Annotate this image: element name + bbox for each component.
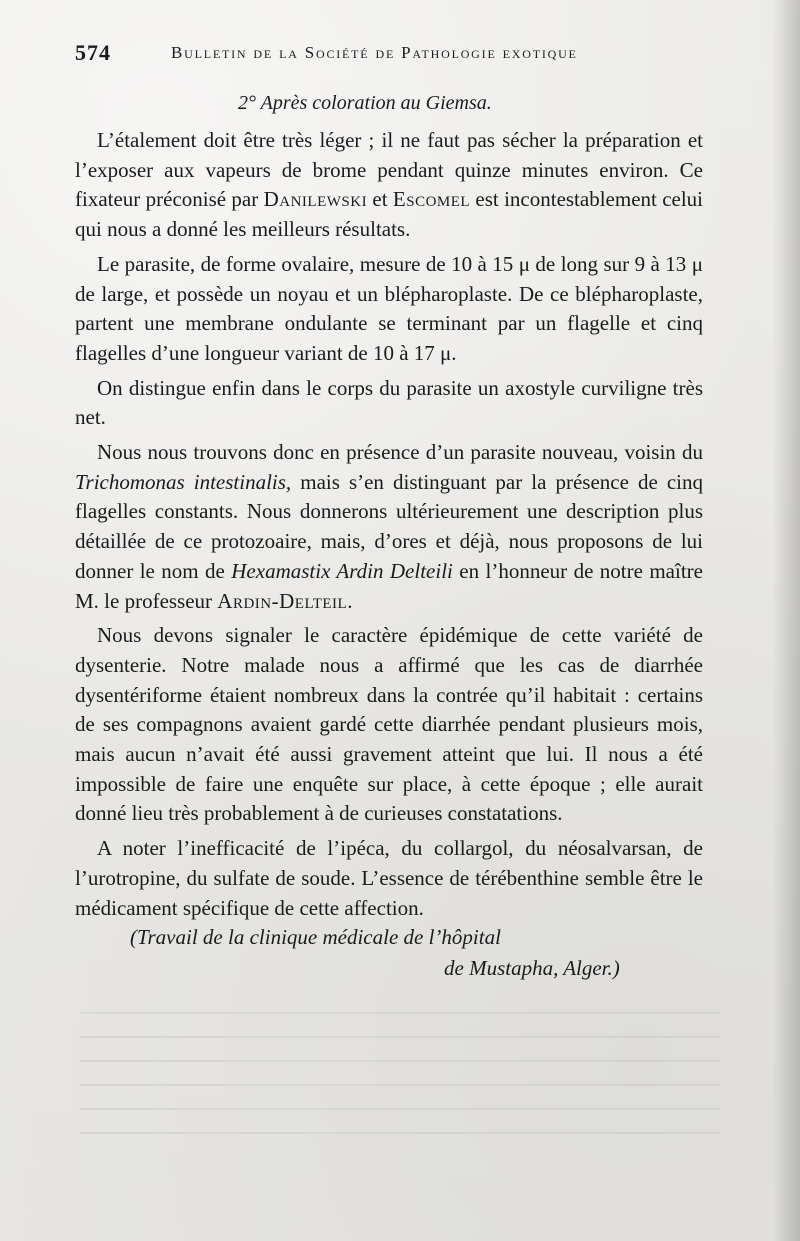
paragraph-1-text-c: est incontestablement celui qui nous a donné les meilleurs résultats. — [75, 187, 704, 242]
institution-credit — [130, 922, 670, 984]
running-header — [75, 40, 635, 74]
credit-line-1: (Travail de la clinique médicale de l’hôpital — [130, 925, 501, 949]
professor-name: Ardin-Delteil — [217, 588, 348, 613]
page-number: 574 — [75, 40, 111, 65]
section-subheading: 2° Après coloration au Giemsa. — [238, 92, 492, 114]
paragraph-4-text-b: mais s’en distinguant par la présence de cinq flagelles constants. Nous donnerons ultérieurement une description plus détaillée de ce protozoaire, mais, d’ores et déjà, nous proposons de lui donner le nom de — [75, 469, 704, 583]
author-name-danilewski: Danilewski — [263, 187, 368, 212]
show-through-line — [80, 1012, 720, 1014]
show-through-line — [80, 1060, 720, 1062]
show-through-line — [80, 1084, 720, 1086]
paragraph-2: Le parasite, de forme ovalaire, mesure de 10 à 15 μ de long sur 9 à 13 μ de large, et possède un noyau et un blépharoplaste. De ce blépharoplaste, partent une membrane ondulante se terminant par un flagelle et cinq flagelles d’une longueur variant de 10 à 17 μ. — [75, 251, 703, 365]
paragraph-4-text-c: en l’honneur de notre maître M. le professeur — [75, 558, 703, 613]
show-through-line — [80, 1036, 720, 1038]
paragraph-5: Nous devons signaler le caractère épidémique de cette variété de dysenterie. Notre malade nous a affirmé que les cas de diarrhée dysentériforme étaient nombreux dans la contrée qu’il habitait : certains de ses compagnons avaient gardé cette diarrhée pendant plusieurs mois, mais aucun n’avait été aussi gravement atteint que lui. Il nous a été impossible de faire une enquête sur place, à cette époque ; elle aurait donné lieu très probablement à de curieuses constatations. — [75, 623, 703, 826]
credit-line-2: de Mustapha, Alger.) — [444, 956, 620, 980]
show-through-texture — [80, 990, 720, 1180]
species-name-trichomonas: Trichomonas intestinalis, — [75, 469, 292, 494]
paragraph-4-text-d: . — [347, 588, 353, 613]
species-name-hexamastix: Hexamastix Ardin Delteili — [231, 558, 453, 583]
show-through-line — [80, 1108, 720, 1110]
paragraph-1 — [75, 126, 703, 245]
author-name-escomel: Escomel — [392, 187, 471, 212]
body-text — [75, 126, 703, 928]
journal-title: Bulletin de la Société de Pathologie exotique — [171, 43, 578, 62]
paragraph-1-text-a: L’étalement doit être très léger ; il ne faut pas sécher la préparation et l’exposer aux vapeurs de brome pendant quinze minutes environ. Ce fixateur préconisé par — [75, 128, 703, 212]
paragraph-6: A noter l’inefficacité de l’ipéca, du collargol, du néosalvarsan, de l’urotropine, du sulfate de soude. L’essence de térébenthine semble être le médicament spécifique de cette affection. — [75, 836, 703, 920]
paragraph-1-text-b: et — [367, 187, 393, 212]
show-through-line — [80, 1132, 720, 1134]
paragraph-3: On distingue enfin dans le corps du parasite un axostyle curviligne très net. — [75, 375, 703, 430]
paragraph-4 — [75, 438, 703, 616]
paragraph-4-text-a: Nous nous trouvons donc en présence d’un parasite nouveau, voisin du — [97, 440, 703, 465]
